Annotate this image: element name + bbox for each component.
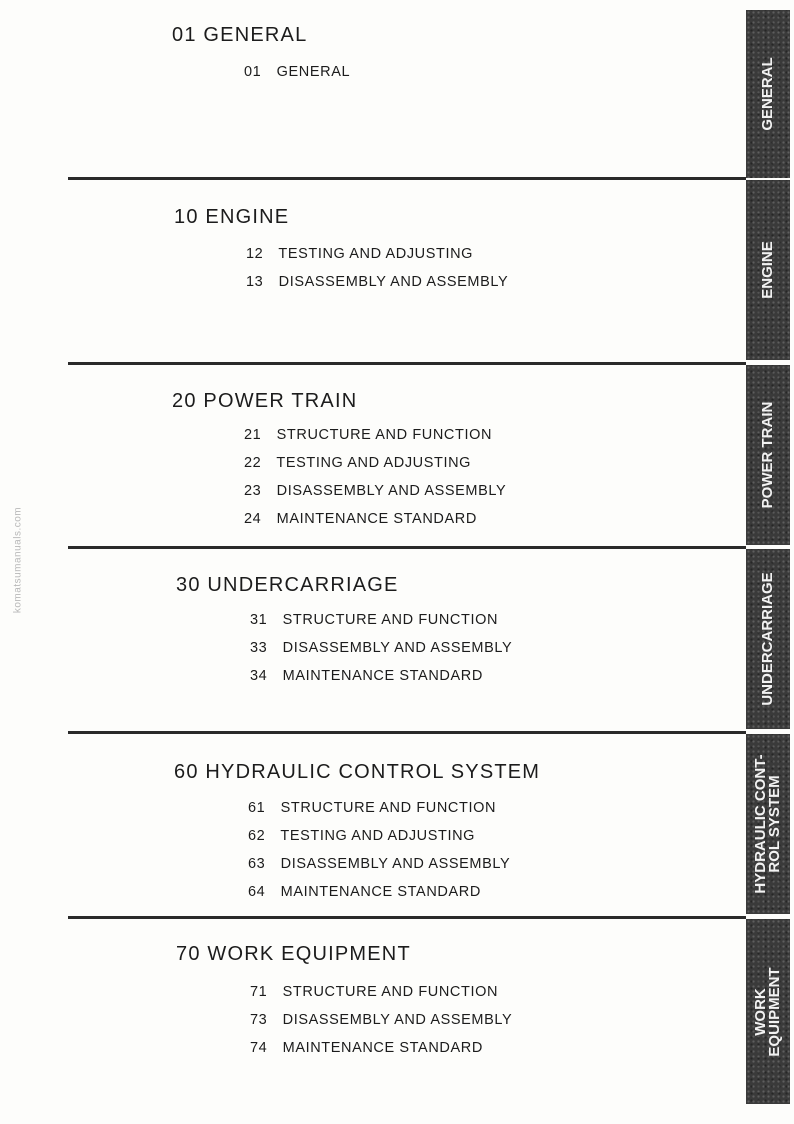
tab-general[interactable]	[746, 10, 790, 178]
subsection-item[interactable]	[244, 421, 506, 449]
subsection-item[interactable]	[250, 1034, 512, 1062]
subsection-number: 63	[248, 856, 266, 872]
subsection-list-general	[244, 58, 350, 86]
subsection-number: 22	[244, 455, 262, 471]
subsection-item[interactable]	[250, 1006, 512, 1034]
section-title-power-train: 20 POWER TRAIN	[172, 390, 358, 412]
subsection-item[interactable]	[248, 878, 510, 906]
subsection-list-power-train	[244, 421, 506, 533]
tab-undercarriage[interactable]	[746, 549, 790, 729]
subsection-label: DISASSEMBLY AND ASSEMBLY	[278, 274, 509, 290]
subsection-number: 73	[250, 1012, 268, 1028]
section-divider	[68, 177, 746, 180]
subsection-item[interactable]	[250, 978, 512, 1006]
subsection-label: DISASSEMBLY AND ASSEMBLY	[282, 1012, 513, 1028]
tab-work-equipment[interactable]	[746, 919, 790, 1104]
subsection-number: 24	[244, 511, 262, 527]
subsection-label: MAINTENANCE STANDARD	[282, 1040, 483, 1056]
section-title-work-equipment: 70 WORK EQUIPMENT	[176, 943, 411, 965]
tab-label-general: GENERAL	[759, 57, 776, 131]
subsection-label: DISASSEMBLY AND ASSEMBLY	[282, 640, 513, 656]
subsection-item[interactable]	[250, 606, 512, 634]
subsection-number: 61	[248, 800, 266, 816]
subsection-label: GENERAL	[276, 64, 351, 80]
subsection-label: STRUCTURE AND FUNCTION	[282, 984, 499, 1000]
subsection-number: 01	[244, 64, 262, 80]
tab-label-power-train: POWER TRAIN	[759, 401, 776, 509]
section-title-engine: 10 ENGINE	[174, 206, 290, 228]
watermark-text: komatsumanuals.com	[12, 506, 24, 614]
subsection-number: 74	[250, 1040, 268, 1056]
section-divider	[68, 731, 746, 734]
section-title-general: 01 GENERAL	[172, 24, 308, 46]
subsection-number: 62	[248, 828, 266, 844]
tab-label-line: EQUIPMENT	[766, 966, 783, 1057]
subsection-list-work-equipment	[250, 978, 512, 1062]
subsection-item[interactable]	[244, 449, 506, 477]
tab-label-line: HYDRAULIC CONT-	[752, 754, 769, 894]
tab-label-work-equipment	[754, 967, 782, 1056]
subsection-item[interactable]	[244, 477, 506, 505]
subsection-number: 31	[250, 612, 268, 628]
subsection-number: 33	[250, 640, 268, 656]
subsection-item[interactable]	[244, 505, 506, 533]
section-title-undercarriage: 30 UNDERCARRIAGE	[176, 574, 399, 596]
tab-label-undercarriage: UNDERCARRIAGE	[759, 572, 776, 706]
tab-engine[interactable]	[746, 180, 790, 360]
subsection-item[interactable]	[248, 850, 510, 878]
subsection-label: MAINTENANCE STANDARD	[280, 884, 481, 900]
subsection-item[interactable]	[246, 268, 508, 296]
subsection-label: MAINTENANCE STANDARD	[282, 668, 483, 684]
subsection-item[interactable]	[246, 240, 508, 268]
subsection-number: 12	[246, 246, 264, 262]
tab-label-line: ROL SYSTEM	[766, 775, 783, 873]
subsection-label: STRUCTURE AND FUNCTION	[282, 612, 499, 628]
subsection-label: STRUCTURE AND FUNCTION	[276, 427, 493, 443]
tab-power-train[interactable]	[746, 365, 790, 545]
tab-label-engine: ENGINE	[759, 241, 776, 299]
section-title-hydraulic-control-system: 60 HYDRAULIC CONTROL SYSTEM	[174, 761, 541, 783]
subsection-label: DISASSEMBLY AND ASSEMBLY	[280, 856, 511, 872]
subsection-label: DISASSEMBLY AND ASSEMBLY	[276, 483, 507, 499]
section-divider	[68, 362, 746, 365]
subsection-label: TESTING AND ADJUSTING	[278, 246, 474, 262]
subsection-number: 64	[248, 884, 266, 900]
subsection-item[interactable]	[248, 794, 510, 822]
subsection-label: TESTING AND ADJUSTING	[276, 455, 472, 471]
subsection-number: 13	[246, 274, 264, 290]
subsection-label: MAINTENANCE STANDARD	[276, 511, 477, 527]
tab-label-line: WORK	[752, 987, 769, 1036]
subsection-number: 23	[244, 483, 262, 499]
subsection-number: 34	[250, 668, 268, 684]
subsection-label: STRUCTURE AND FUNCTION	[280, 800, 497, 816]
subsection-item[interactable]	[248, 822, 510, 850]
subsection-item[interactable]	[250, 662, 512, 690]
tab-hydraulic-control-system[interactable]	[746, 734, 790, 914]
section-divider	[68, 916, 746, 919]
subsection-item[interactable]	[250, 634, 512, 662]
subsection-list-engine	[246, 240, 508, 296]
section-divider	[68, 546, 746, 549]
subsection-number: 71	[250, 984, 268, 1000]
subsection-list-undercarriage	[250, 606, 512, 690]
subsection-number: 21	[244, 427, 262, 443]
subsection-label: TESTING AND ADJUSTING	[280, 828, 476, 844]
subsection-list-hydraulic-control-system	[248, 794, 510, 906]
tab-label-hydraulic-control-system	[754, 754, 782, 893]
subsection-item[interactable]	[244, 58, 350, 86]
